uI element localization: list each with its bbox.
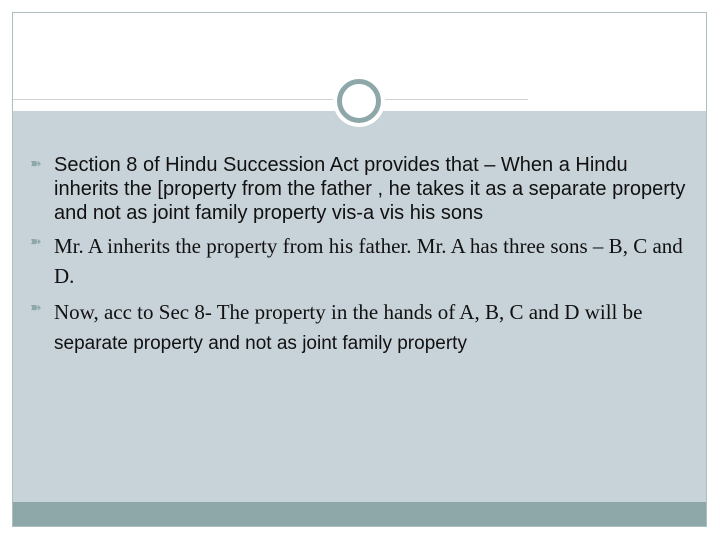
bullet-arrow-icon: ➽ bbox=[30, 299, 42, 316]
bullet-item bbox=[30, 231, 690, 291]
bullet-item bbox=[30, 153, 690, 225]
bullet-text: Section 8 of Hindu Succession Act provides that – When a Hindu inherits the [property from the father , he takes it as a separate property and not as joint family property vis-a vis his sons bbox=[54, 154, 686, 224]
bullet-text-sans: separate property and not as joint family property bbox=[54, 333, 467, 354]
divider-line-left bbox=[13, 99, 338, 100]
ring-icon bbox=[337, 79, 381, 123]
bullet-arrow-icon: ➽ bbox=[30, 233, 42, 250]
bullet-arrow-icon: ➽ bbox=[30, 155, 42, 172]
bullet-text-serif: Now, acc to Sec 8- The property in the hands of A, B, C and D will be bbox=[54, 300, 643, 324]
footer-bar bbox=[13, 502, 706, 526]
divider-line-right bbox=[383, 99, 528, 100]
bullet-item bbox=[30, 297, 690, 359]
bullet-text: Mr. A inherits the property from his father. Mr. A has three sons – B, C and D. bbox=[54, 234, 683, 288]
bullet-list bbox=[30, 153, 690, 365]
